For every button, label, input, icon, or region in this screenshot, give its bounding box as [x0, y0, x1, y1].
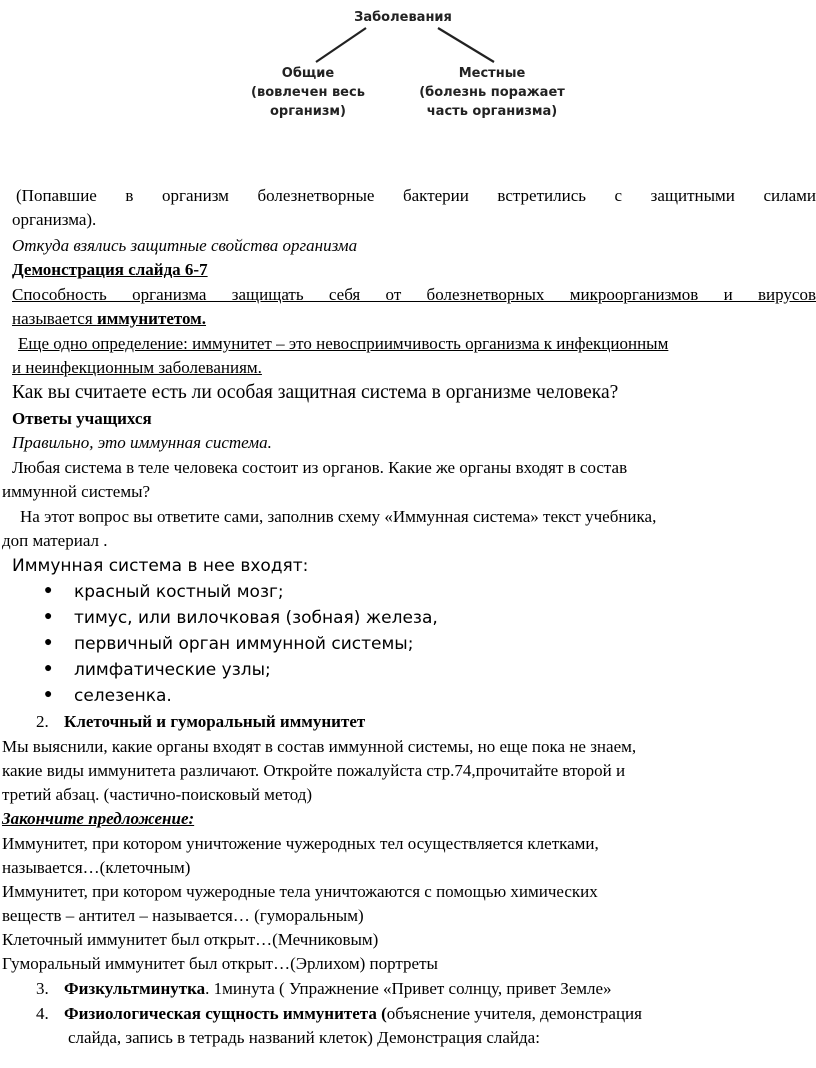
section3-title: Физкультминутка: [64, 979, 206, 998]
immune-list-item: селезенка.: [74, 686, 172, 706]
para-types-line1: Мы выяснили, какие органы входят в состав иммунной системы, но еще пока не знаем,: [2, 737, 637, 756]
diagram-right-line: Местные: [458, 66, 526, 81]
section4-rest: объяснение учителя, демонстрация: [386, 1004, 642, 1023]
bullet-icon: ●: [44, 687, 53, 702]
bullet-icon: ●: [44, 609, 53, 624]
bullet-icon: ●: [44, 635, 53, 650]
sentence-humoral-line1: Иммунитет, при котором чужеродные тела уничтожаются с помощью химических: [2, 882, 598, 901]
question-defense-origin: Откуда взялись защитные свойства организма: [12, 236, 358, 255]
bullet-icon: ●: [44, 661, 53, 676]
section3-line: [64, 979, 612, 999]
sentence-ehrlich: Гуморальный иммунитет был открыт…(Эрлихом) портреты: [2, 954, 438, 973]
immunity-definition-line2: [12, 309, 206, 329]
diagram-left-line: Общие: [281, 66, 335, 81]
definition-prefix: называется: [12, 309, 97, 328]
disease-diagram: [0, 0, 816, 140]
slide-demo-heading: Демонстрация слайда 6-7: [12, 260, 208, 279]
sentence-mechnikov: Клеточный иммунитет был открыт…(Мечниковым): [2, 930, 379, 949]
para-task-line1: На этот вопрос вы ответите сами, заполнив схему «Иммунная система» текст учебника,: [20, 507, 657, 526]
correct-answer: Правильно, это иммунная система.: [12, 433, 272, 452]
para-types-line2: какие виды иммунитета различают. Откройте пожалуйста стр.74,прочитайте второй и: [2, 761, 626, 780]
immune-system-intro: Иммунная система в нее входят:: [12, 556, 309, 576]
diagram-right: [404, 64, 580, 121]
diagram-left-line: организм): [269, 104, 346, 119]
diagram-line-left: [316, 28, 366, 62]
immunity-definition-line1: Способность организма защищать себя от болезнетворных микроорганизмов и вирусов: [12, 285, 816, 304]
immunity-definition2-line1: Еще одно определение: иммунитет – это невосприимчивость организма к инфекционным: [18, 334, 669, 353]
immune-list-item: красный костный мозг;: [74, 582, 284, 602]
para-system-line1: Любая система в теле человека состоит из органов. Какие же органы входят в состав: [12, 458, 628, 477]
para-system-line2: иммунной системы?: [2, 482, 151, 501]
section3-number: 3.: [36, 979, 49, 998]
immune-list-item: тимус, или вилочковая (зобная) железа,: [74, 608, 438, 628]
sentence-cellular-line1: Иммунитет, при котором уничтожение чужеродных тел осуществляется клетками,: [2, 834, 599, 853]
definition-term: иммунитетом.: [96, 309, 207, 328]
para-task-line2: доп материал .: [2, 531, 108, 550]
immune-list-item: первичный орган иммунной системы;: [74, 634, 414, 654]
para-bacteria-line1: (Попавшие в организм болезнетворные бактерии встретились с защитными силами: [16, 186, 816, 205]
finish-sentence-heading: Закончите предложение:: [2, 809, 195, 828]
section4-number: 4.: [36, 1004, 49, 1023]
answers-heading: Ответы учащихся: [12, 409, 152, 428]
diagram-left-line: (вовлечен весь: [251, 85, 365, 100]
section4-title: Физиологическая сущность иммунитета (: [64, 1004, 387, 1023]
diagram-line-right: [438, 28, 494, 62]
question-defense-system: Как вы считаете есть ли особая защитная система в организме человека?: [12, 382, 619, 403]
immune-list-item: лимфатические узлы;: [74, 660, 271, 680]
diagram-left: [228, 64, 388, 121]
sentence-cellular-line2: называется…(клеточным): [2, 858, 191, 877]
diagram-root: Заболевания: [354, 10, 452, 25]
bullet-icon: ●: [44, 583, 53, 598]
diagram-right-line: (болезнь поражает: [419, 85, 565, 100]
section2-title: Клеточный и гуморальный иммунитет: [64, 712, 366, 731]
para-types-line3: третий абзац. (частично-поисковый метод): [2, 785, 313, 804]
section4-line1: [64, 1004, 642, 1024]
section2-number: 2.: [36, 712, 49, 731]
section4-line2: слайда, запись в тетрадь названий клеток) Демонстрация слайда:: [68, 1028, 540, 1047]
immunity-definition2-line2: и неинфекционным заболеваниям.: [12, 358, 262, 377]
section3-rest: . 1минута ( Упражнение «Привет солнцу, привет Земле»: [205, 979, 612, 998]
diagram-right-line: часть организма): [426, 104, 558, 119]
sentence-humoral-line2: веществ – антител – называется… (гуморальным): [2, 906, 364, 925]
para-bacteria-line2: организма).: [12, 210, 97, 229]
